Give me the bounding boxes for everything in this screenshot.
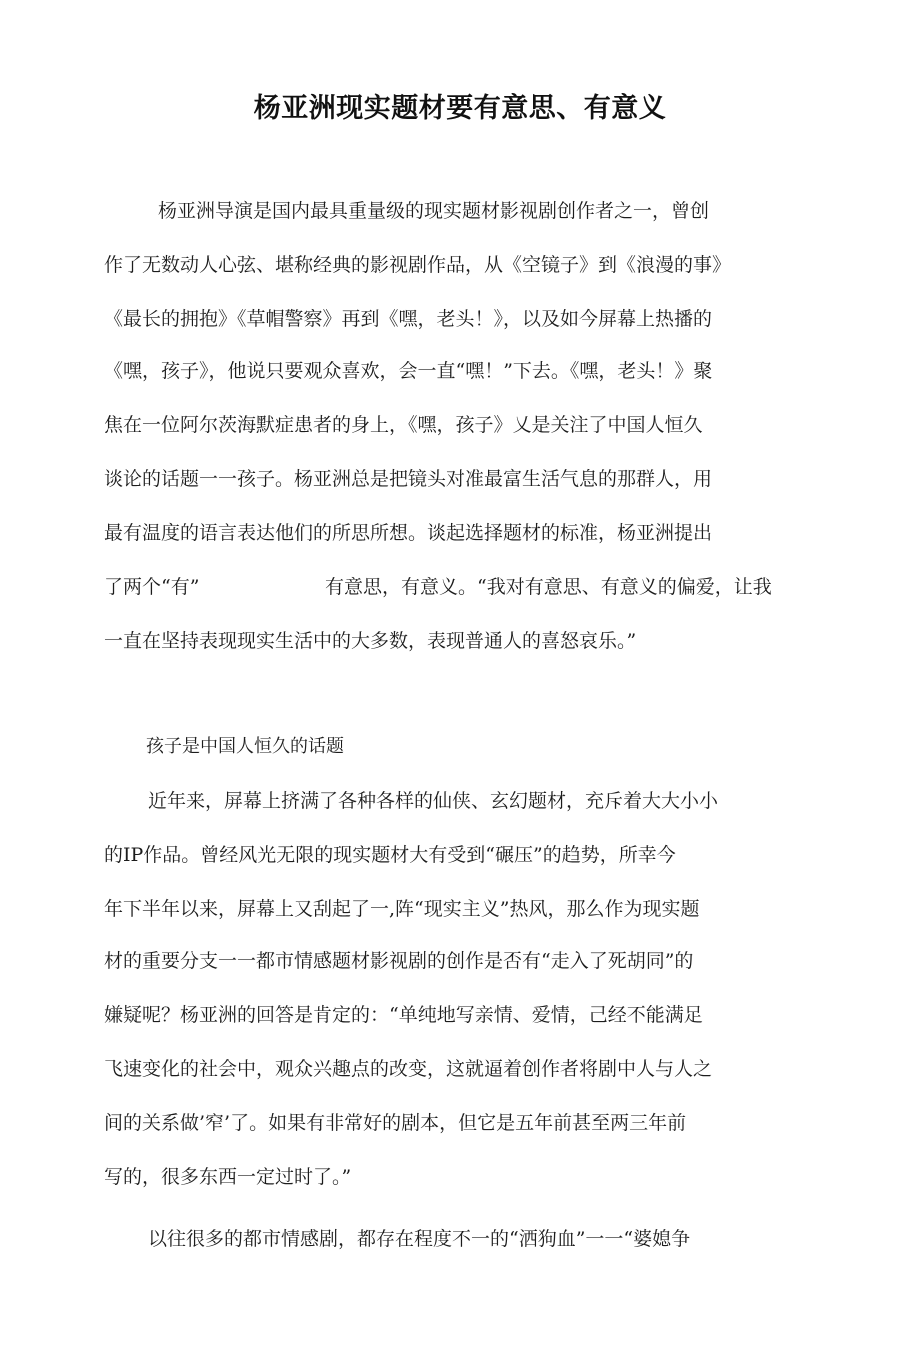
paragraph-1-line-4: 《嘿，孩子》，他说只要观众喜欢，会一直“嘿！”下去。《嘿，老头！》聚 — [104, 360, 713, 382]
paragraph-3-line-1: 以往很多的都市情感剧，都存在程度不一的“洒狗血”一一“婆媳争 — [148, 1228, 691, 1250]
paragraph-1-line-5: 焦在一位阿尔茨海默症患者的身上，《嘿，孩子》乂是关注了中国人恒久 — [104, 414, 703, 436]
document-title: 杨亚洲现实题材要有意思、有意义 — [253, 93, 667, 124]
paragraph-2-line-1: 近年来，屏幕上挤满了各种各样的仙侠、玄幻题材，充斥着大大小小 — [148, 790, 719, 812]
paragraph-1-line-9: 一直在坚持表现现实生活中的大多数，表现普通人的喜怒哀乐。” — [104, 630, 637, 652]
paragraph-1-line-3: 《最长的拥抱》《草帽警察》再到《嘿，老头！》，以及如今屏幕上热播的 — [104, 308, 713, 330]
paragraph-2-line-2: 的IP作品。曾经风光无限的现实题材大有受到“碾压”的趋势，所幸今 — [104, 844, 676, 866]
paragraph-2-line-5: 嫌疑呢？杨亚洲的回答是肯定的：“单纯地写亲情、爱情，己经不能满足 — [104, 1004, 703, 1026]
paragraph-1-line-6: 谈论的话题一一孩子。杨亚洲总是把镜头对准最富生活气息的那群人，用 — [104, 468, 713, 490]
paragraph-1-line-8a: 了两个“有” — [104, 576, 200, 598]
paragraph-2-line-7: 间的关系做’窄’了。如果有非常好的剧本，但它是五年前甚至两三年前 — [104, 1112, 687, 1134]
paragraph-1-line-1: 杨亚洲导演是国内最具重量级的现实题材影视剧创作者之一，曾创 — [158, 200, 710, 222]
section-heading: 孩子是中国人恒久的话题 — [146, 736, 344, 757]
paragraph-1-line-7: 最有温度的语言表达他们的所思所想。谈起选择题材的标准，杨亚洲提出 — [104, 522, 713, 544]
paragraph-2-line-3: 年下半年以来，屏幕上又刮起了一,阵“现实主义”热风，那么作为现实题 — [104, 898, 700, 920]
paragraph-2-line-6: 飞速变化的社会中，观众兴趣点的改变，这就逼着创作者将剧中人与人之 — [104, 1058, 713, 1080]
paragraph-2-line-8: 写的，很多东西一定过时了。” — [104, 1166, 352, 1188]
paragraph-2-line-4: 材的重要分支一一都市情感题材影视剧的创作是否有“走入了死胡同”的 — [104, 950, 694, 972]
paragraph-1-line-2: 作了无数动人心弦、堪称经典的影视剧作品，从《空镜子》到《浪漫的事》 — [104, 254, 732, 276]
paragraph-1-line-8b: 有意思，有意义。“我对有意思、有意义的偏爱，让我 — [325, 576, 772, 598]
